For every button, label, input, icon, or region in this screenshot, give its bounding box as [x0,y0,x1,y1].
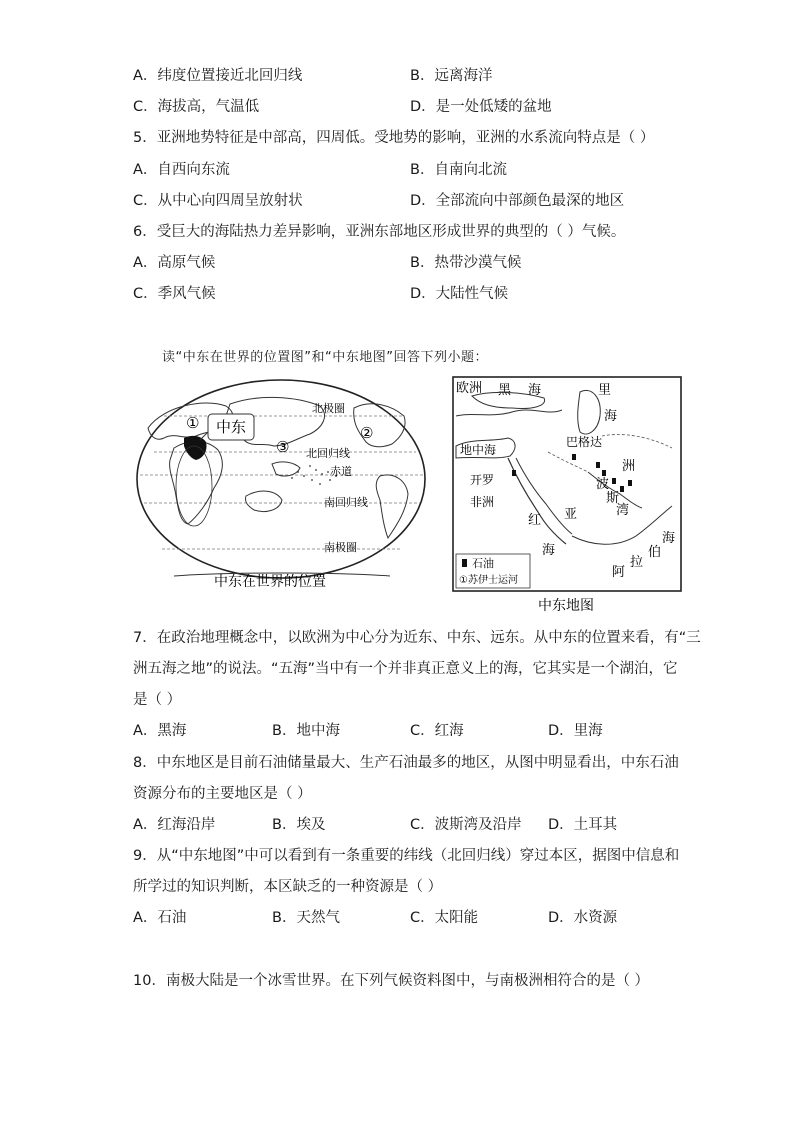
q5-option-d: D．全部流向中部颜色最深的地区 [410,193,625,209]
q7-option-a: A．黑海 [133,723,187,739]
world-label-antarctic: 南极圈 [324,541,357,554]
world-label-middle-east: 中东 [215,418,247,436]
q6-option-d: D．大陆性气候 [410,286,509,302]
q9-option-d: D．水资源 [548,910,618,926]
world-label-tropic-s: 南回归线 [324,496,368,509]
q9-stem-line2: 所学过的知识判断，本区缺乏的一种资源是（ ） [133,879,443,895]
q5-stem: 5．亚洲地势特征是中部高，四周低。受地势的影响，亚洲的水系流向特点是（ ） [133,130,655,146]
q8-option-b: B．埃及 [272,817,326,833]
marker-2: ② [360,424,374,442]
world-label-tropic-n: 北回归线 [306,447,350,460]
q7-option-d: D．里海 [548,723,603,739]
me-label-li: 里 [598,383,612,398]
me-map-caption: 中东地图 [538,598,594,614]
world-map-figure [134,376,430,596]
q6-stem: 6．受巨大的海陆热力差异影响，亚洲东部地区形成世界的典型的（ ）气候。 [133,224,626,240]
q8-option-a: A．红海沿岸 [133,817,216,833]
q5-option-b: B．自南向北流 [410,162,507,178]
marker-1: ① [186,414,200,432]
me-label-cairo: 开罗 [470,473,495,487]
q9-option-c: C．太阳能 [410,910,479,926]
q8-option-d: D．土耳其 [548,817,618,833]
q5-option-c: C．从中心向四周呈放射状 [133,193,303,209]
q6-option-b: B．热带沙漠气候 [410,255,522,271]
q9-option-b: B．天然气 [272,910,340,926]
q10-stem: 10．南极大陆是一个冰雪世界。在下列气候资料图中，与南极洲相符合的是（ ） [133,973,650,989]
world-label-arctic: 北极圈 [312,402,345,415]
me-label-hong: 红 [528,513,542,528]
q7-option-b: B．地中海 [272,723,340,739]
q7-option-c: C．红海 [410,723,464,739]
q9-option-a: A．石油 [133,910,187,926]
q8-option-c: C．波斯湾及沿岸 [410,817,522,833]
me-label-europe: 欧洲 [456,381,483,396]
q4-option-b: B．远离海洋 [410,68,493,84]
me-label-la: 拉 [630,555,644,570]
me-label-baghdad: 巴格达 [566,435,603,449]
figure-intro: 读“中东在世界的位置图”和“中东地图”回答下列小题： [162,350,488,365]
me-label-africa: 非洲 [470,495,495,509]
q4-option-a: A．纬度位置接近北回归线 [133,68,303,84]
q5-option-a: A．自西向东流 [133,162,230,178]
q8-stem-line1: 8．中东地区是目前石油储量最大、生产石油最多的地区，从图中明显看出，中东石油 [133,755,679,771]
me-legend-oil: 石油 [472,557,494,570]
world-map-svg [134,376,430,596]
me-label-hai-caspian: 海 [604,409,618,424]
me-label-hai-red: 海 [542,543,556,558]
me-label-a: 阿 [612,565,626,580]
q6-option-c: C．季风气候 [133,286,216,302]
q7-stem-line1: 7．在政治地理概念中，以欧洲为中心分为近东、中东、远东。从中东的位置来看，有“三 [133,630,701,646]
q9-stem-line1: 9．从“中东地图”中可以看到有一条重要的纬线（北回归线）穿过本区，据图中信息和 [133,848,680,864]
me-label-bo-arab: 伯 [648,545,662,560]
q8-stem-line2: 资源分布的主要地区是（ ） [133,786,312,802]
me-label-ya: 亚 [564,507,578,522]
marker-3: ③ [276,438,290,456]
q7-stem-line3: 是（ ） [133,692,182,708]
q4-option-d: D．是一处低矮的盆地 [410,99,552,115]
world-label-equator: 赤道 [330,465,352,478]
me-label-hai-black: 海 [528,383,542,398]
q7-stem-line2: 洲五海之地”的说法。“五海”当中有一个并非真正意义上的海，它其实是一个湖泊，它 [133,661,678,677]
world-map-caption: 中东在世界的位置 [214,574,326,590]
me-label-hei: 黑 [498,383,512,398]
me-label-med: 地中海 [460,443,497,457]
me-label-hai-arab: 海 [662,531,676,546]
legend-oil-icon [462,559,467,567]
me-label-si: 斯 [606,491,620,506]
map-frame [137,380,425,578]
me-legend-suez: ①苏伊士运河 [459,575,518,586]
middle-east-map-figure [452,376,682,616]
me-label-bo: 波 [596,477,610,492]
middle-east-map-svg [452,376,682,616]
me-label-wan: 湾 [616,503,630,518]
q4-option-c: C．海拔高，气温低 [133,99,260,115]
q6-option-a: A．高原气候 [133,255,216,271]
me-label-zhou: 洲 [622,459,636,474]
